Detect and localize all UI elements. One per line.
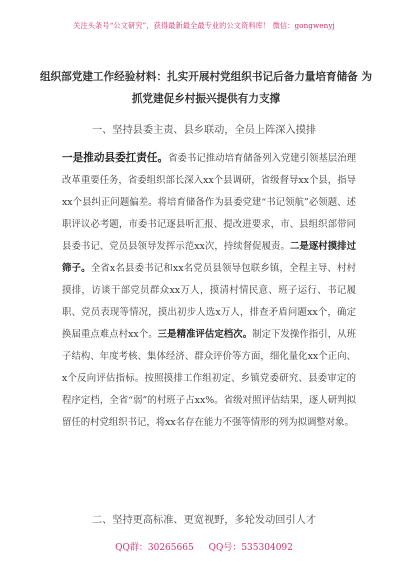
qq-number-text: QQ号：535304092: [208, 543, 293, 553]
qq-group-text: QQ群：30265665: [115, 543, 194, 553]
paragraph-text-3: 制定下发操作指引，从班子结构、年度考核、集体经济、群众评价等方面，细化量化xx个正向、x个反向评估指标。按照摸排工作组初定、乡镇党委研究、县委审定的程序定档，全省“弱”的村班子占xx%。省级对照评估结果，逐人研判拟留任的村党组织书记，将xx名存在能力不强等情形的列为拟调整对象。: [62, 329, 356, 428]
bold-lead-3: 三是精准评估定档次。: [157, 329, 253, 340]
bold-lead-2: 二是逐村摸排过筛子。: [62, 241, 356, 274]
paragraph-text-2: 全省x名县委书记和xx名党员县领导包联乡镇，全程主导、村村摸排，访谈干部党员群众xx万人，摸清村情民意、班子运行、书记履职、党员表现等情况，摸出初步人选x万人，排查矛盾问题xx个，确定换届重点难点村xx个。: [62, 263, 356, 340]
document-title: 组织部党建工作经验材料：扎实开展村党组织书记后备力量培育储备 为抓党建促乡村振兴提供有力支撑: [39, 71, 373, 105]
footer-contact: [0, 540, 408, 553]
bold-lead-1: 一是推动县委扛责任。: [62, 152, 169, 164]
header-banner: 关注头条号“公文研究”，获得最新最全最专业的公文资料库！ 微信：gongwenyj: [73, 21, 335, 30]
section-heading-2: 二、坚持更高标准、更宽视野，多轮发动回引人才: [91, 515, 317, 526]
section-heading-1: 一、坚持县委主责、县乡联动，全员上阵深入摸排: [91, 125, 317, 136]
body-paragraph: [62, 147, 356, 434]
paragraph-text-1: 省委书记推动培育储备列入党建引领基层治理改革重要任务，省委组织部长深入xx个县调研，省级督导xx个县，指导xx个县纠正问题偏差。将培育储备作为县委党建“书记领航”必领题、述职评议必考题，市委书记逐县听汇报、提改进要求，市、县组织部带同县委书记、党员县领导发挥示范xx次，持续督促履责。: [62, 153, 357, 252]
